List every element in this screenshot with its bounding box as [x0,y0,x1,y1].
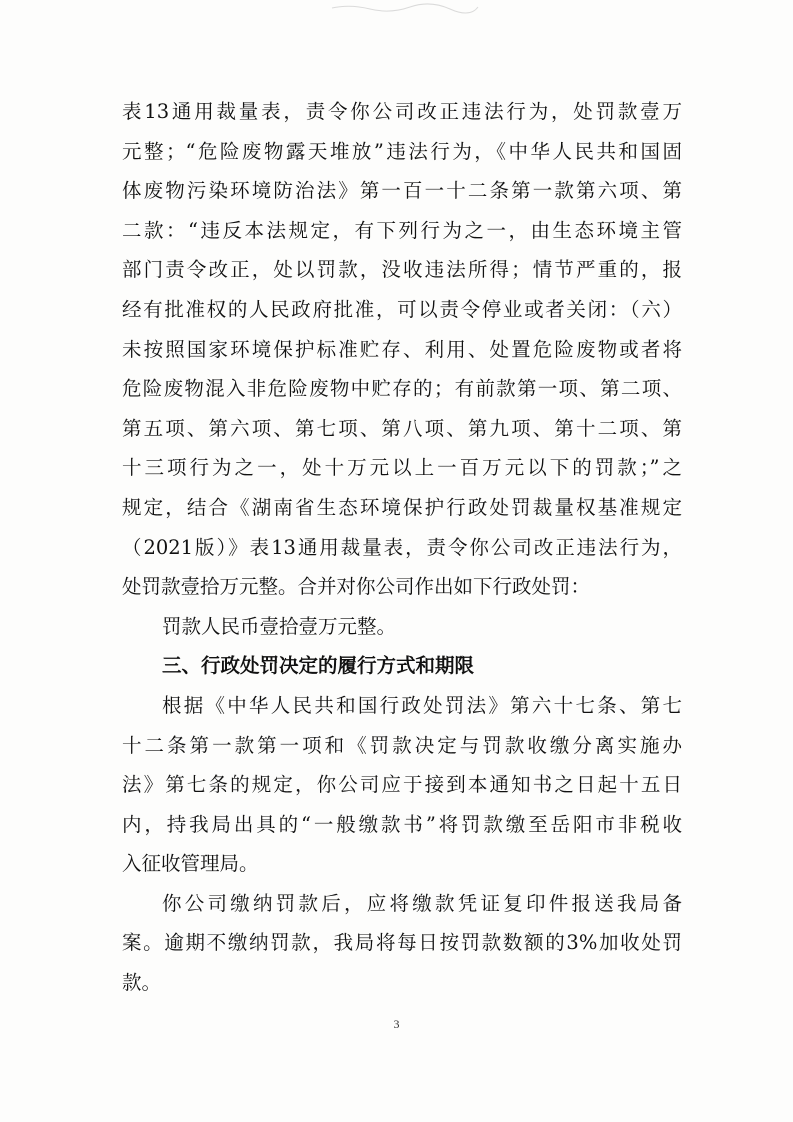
text-line: 元整；“危险废物露天堆放”违法行为，《中华人民共和国固 [122,139,682,163]
text-line: 案。逾期不缴纳罚款，我局将每日按罚款数额的3%加收处罚 [122,931,682,955]
text-line: 法》第七条的规定，你公司应于接到本通知书之日起十五日 [122,773,682,797]
text-line: 危险废物混入非危险废物中贮存的；有前款第一项、第二项、 [122,377,682,401]
text-line: 十三项行为之一，处十万元以上一百万元以下的罚款；”之 [122,456,682,480]
text-line: 未按照国家环境保护标准贮存、利用、处置危险废物或者将 [122,337,682,361]
paragraph-late-payment [122,884,682,1003]
text-line: （2021版）》表13通用裁量表，责令你公司改正违法行为， [122,535,682,559]
text-line: 款。 [122,971,162,995]
text-line: 第五项、第六项、第七项、第八项、第九项、第十二项、第 [122,416,682,440]
paragraph-payment-method [122,686,682,884]
paragraph-penalty-basis [122,92,682,607]
text-line: 规定，结合《湖南省生态环境保护行政处罚裁量权基准规定 [122,495,682,519]
scan-artifact [330,2,480,14]
text-line: 罚款人民币壹拾壹万元整。 [162,614,397,638]
text-line: 你公司缴纳罚款后，应将缴款凭证复印件报送我局备 [162,891,682,915]
section-heading [122,646,682,686]
text-line: 处罚款壹拾万元整。合并对你公司作出如下行政处罚： [122,575,591,599]
text-line: 表13通用裁量表，责令你公司改正违法行为，处罚款壹万 [122,100,682,123]
text-line: 入征收管理局。 [122,852,259,876]
text-line: 十二条第一款第一项和《罚款决定与罚款收缴分离实施办 [122,733,682,757]
heading-fulfillment: 三、行政处罚决定的履行方式和期限 [162,654,475,678]
text-line: 根据《中华人民共和国行政处罚法》第六十七条、第七 [162,693,682,717]
text-line: 体废物污染环境防治法》第一百一十二条第一款第六项、第 [122,179,682,203]
text-line: 部门责令改正，处以罚款，没收违法所得；情节严重的，报 [122,258,682,282]
page-number: 3 [393,1017,400,1031]
text-line: 经有批准权的人民政府批准，可以责令停业或者关闭：（六） [122,297,682,321]
text-line: 二款：“违反本法规定，有下列行为之一，由生态环境主管 [122,218,682,242]
body-text [122,92,682,1003]
paragraph-penalty-amount [122,607,682,647]
text-line: 内，持我局出具的“一般缴款书”将罚款缴至岳阳市非税收 [122,812,682,836]
